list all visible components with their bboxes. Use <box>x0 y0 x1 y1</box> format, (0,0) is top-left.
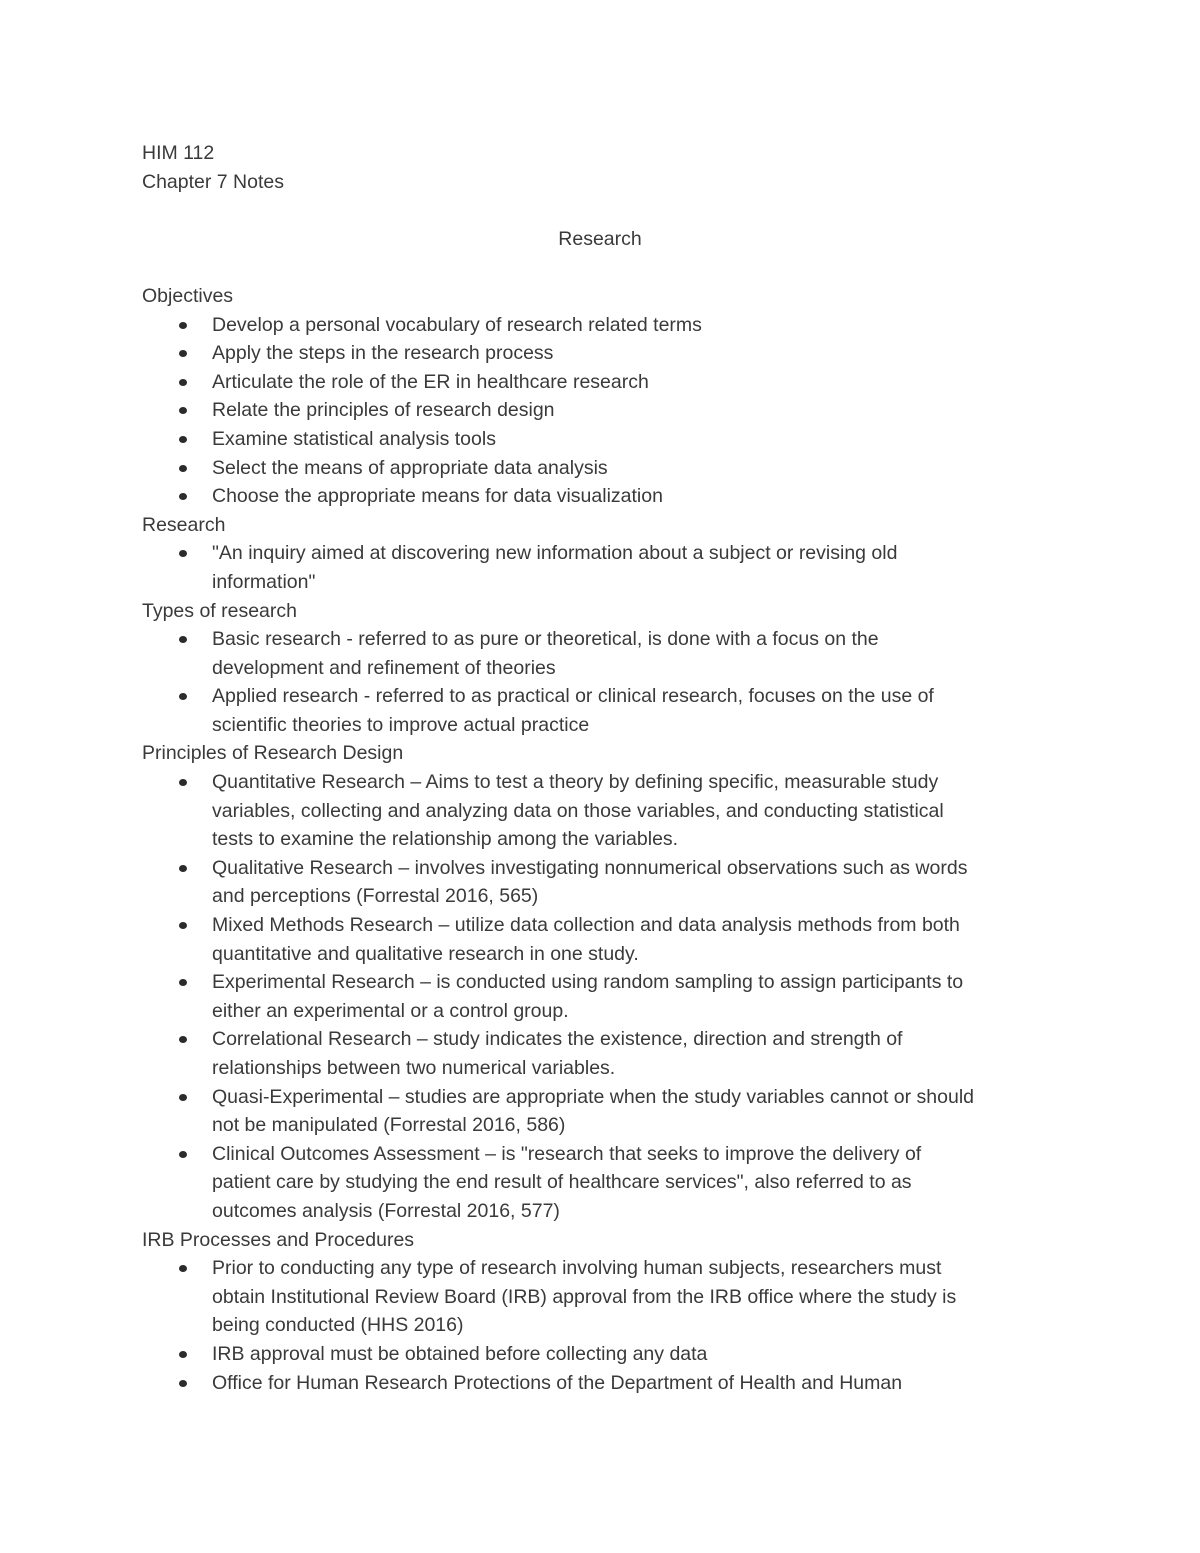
list-item <box>142 682 1062 739</box>
list-item <box>142 1025 1062 1082</box>
chapter-label: Chapter 7 Notes <box>142 170 284 193</box>
blank-line <box>142 196 1062 225</box>
list-item-text: Office for Human Research Protections of the Department of Health and Human <box>212 1371 903 1394</box>
bullet-icon <box>179 779 187 786</box>
list-item <box>142 311 1062 340</box>
list-item-text: variables, collecting and analyzing data on those variables, and conducting statistical <box>212 799 944 822</box>
list-item-text: and perceptions (Forrestal 2016, 565) <box>212 885 539 908</box>
bullet-icon <box>179 1380 187 1387</box>
list-item <box>142 482 1062 511</box>
list-item-text: Quasi-Experimental – studies are appropriate when the study variables cannot or should <box>212 1085 975 1108</box>
bullet-icon <box>179 407 187 414</box>
list-item <box>142 768 1062 854</box>
bullet-list <box>142 1254 1062 1397</box>
list-item-text: patient care by studying the end result of healthcare services", also referred to as <box>212 1171 912 1194</box>
list-item-text: quantitative and qualitative research in one study. <box>212 942 639 965</box>
list-item-text: being conducted (HHS 2016) <box>212 1314 464 1337</box>
list-item-text: either an experimental or a control group. <box>212 999 569 1022</box>
list-item-text: obtain Institutional Review Board (IRB) approval from the IRB office where the study is <box>212 1285 957 1308</box>
course-code: HIM 112 <box>142 142 215 164</box>
list-item-text: scientific theories to improve actual practice <box>212 713 590 736</box>
list-item <box>142 1254 1062 1340</box>
bullet-icon <box>179 322 187 329</box>
list-item-text: Choose the appropriate means for data visualization <box>212 485 663 508</box>
list-item <box>142 1140 1062 1226</box>
bullet-icon <box>179 550 187 557</box>
list-item <box>142 911 1062 968</box>
list-item <box>142 454 1062 483</box>
bullet-list <box>142 539 1062 596</box>
bullet-icon <box>179 1151 187 1158</box>
list-item <box>142 968 1062 1025</box>
bullet-icon <box>179 865 187 872</box>
list-item <box>142 368 1062 397</box>
section-heading: Types of research <box>142 599 297 622</box>
list-item-text: Applied research - referred to as practical or clinical research, focuses on the use of <box>212 685 934 708</box>
section-heading: IRB Processes and Procedures <box>142 1228 415 1251</box>
bullet-list <box>142 311 1062 511</box>
list-item-text: Select the means of appropriate data analysis <box>212 456 608 479</box>
bullet-icon <box>179 465 187 472</box>
list-item-text: Mixed Methods Research – utilize data collection and data analysis methods from both <box>212 914 960 937</box>
list-item <box>142 854 1062 911</box>
list-item-text: Quantitative Research – Aims to test a theory by defining specific, measurable study <box>212 771 939 794</box>
bullet-icon <box>179 979 187 986</box>
list-item <box>142 339 1062 368</box>
document-title: Research <box>558 227 642 250</box>
list-item <box>142 1340 1062 1369</box>
bullet-icon <box>179 1351 187 1358</box>
bullet-icon <box>179 493 187 500</box>
sections-container <box>142 282 1062 1397</box>
blank-line <box>142 253 1062 282</box>
list-item <box>142 1083 1062 1140</box>
list-item-text: relationships between two numerical variables. <box>212 1057 616 1079</box>
list-item-text: Basic research - referred to as pure or theoretical, is done with a focus on the <box>212 628 879 651</box>
list-item-text: "An inquiry aimed at discovering new information about a subject or revising old <box>212 542 898 565</box>
bullet-icon <box>179 1094 187 1101</box>
bullet-icon <box>179 636 187 643</box>
bullet-icon <box>179 436 187 443</box>
list-item <box>142 1369 1062 1398</box>
list-item-text: Articulate the role of the ER in healthcare research <box>212 370 649 393</box>
bullet-list <box>142 625 1062 739</box>
list-item-text: Examine statistical analysis tools <box>212 427 496 450</box>
list-item-text: Relate the principles of research design <box>212 399 555 422</box>
section-heading: Research <box>142 513 226 536</box>
bullet-icon <box>179 922 187 929</box>
section-heading: Principles of Research Design <box>142 742 404 765</box>
list-item-text: Experimental Research – is conducted using random sampling to assign participants to <box>212 971 964 994</box>
bullet-icon <box>179 379 187 386</box>
bullet-list <box>142 768 1062 1226</box>
list-item-text: Correlational Research – study indicates the existence, direction and strength of <box>212 1028 903 1051</box>
section-heading: Objectives <box>142 284 234 307</box>
list-item-text: development and refinement of theories <box>212 656 556 679</box>
list-item-text: Prior to conducting any type of research involving human subjects, researchers must <box>212 1257 942 1280</box>
list-item <box>142 425 1062 454</box>
list-item-text: information" <box>212 570 316 593</box>
bullet-icon <box>179 693 187 700</box>
list-item-text: Apply the steps in the research process <box>212 342 554 365</box>
document-body <box>142 139 1062 1397</box>
bullet-icon <box>179 1265 187 1272</box>
list-item-text: Qualitative Research – involves investigating nonnumerical observations such as words <box>212 856 968 879</box>
bullet-icon <box>179 1036 187 1043</box>
list-item <box>142 625 1062 682</box>
list-item <box>142 396 1062 425</box>
bullet-icon <box>179 350 187 357</box>
list-item <box>142 539 1062 596</box>
list-item-text: Clinical Outcomes Assessment – is "research that seeks to improve the delivery of <box>212 1142 922 1165</box>
list-item-text: outcomes analysis (Forrestal 2016, 577) <box>212 1199 560 1222</box>
list-item-text: Develop a personal vocabulary of research related terms <box>212 313 702 336</box>
list-item-text: IRB approval must be obtained before collecting any data <box>212 1342 708 1365</box>
list-item-text: not be manipulated (Forrestal 2016, 586) <box>212 1114 566 1137</box>
list-item-text: tests to examine the relationship among the variables. <box>212 828 679 851</box>
